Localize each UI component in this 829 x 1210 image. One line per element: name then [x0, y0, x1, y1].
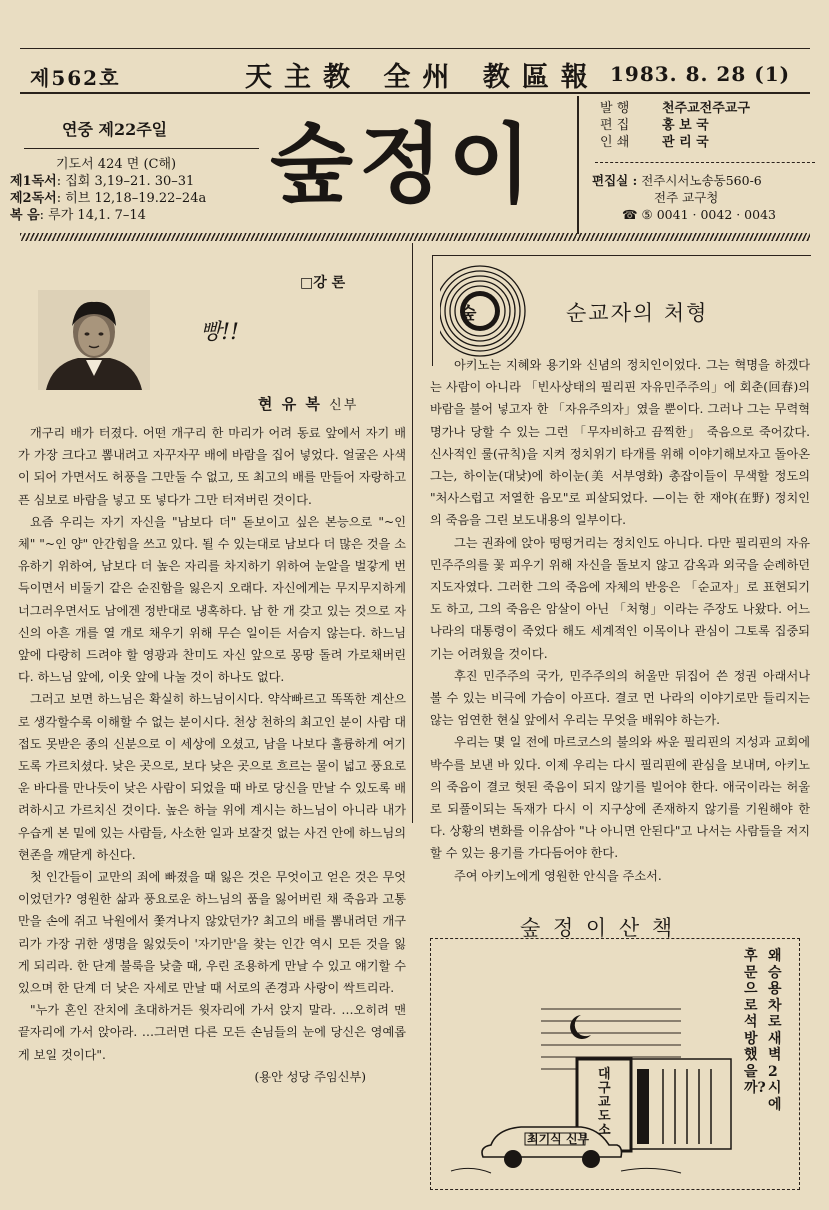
martyr-paragraph: 후진 민주주의 국가, 민주주의의 허울만 뒤집어 쓴 정권 아래서나 볼 수 있는 비극에 가슴이 아프다. 결코 먼 나라의 이야기로만 들리지는 않는 엄연한 현실 앞에서 우리는 무엇을 배워야 하는가. [430, 668, 810, 728]
prayerbook-ref: 기도서 424 면 (C해) [56, 157, 177, 172]
martyr-paragraph: 아키노는 지혜와 용기와 신념의 정치인이었다. 그는 혁명을 하겠다는 사람이 아니라 「빈사상태의 필리핀 자유민주주의」에 회춘(回春)의 바람을 불어 넣고자 한 「자유주의자」였을 뿐이다. 그러나 그는 무력혁명가나 당할 수 있는 그런 「무자비하고 끔찍한」 죽음으로 죽어갔다. 신사적인 룰(규칙)을 지켜 정치위기 타개를 위해 이야기해보자고 돌아온 그는, 하이눈(대낮)에 하이눈(美 서부영화) 총잡이들이 무색할 정도의 "처사스럽고 저열한 음모"로 피살되었다. —이는 한 재야(在野) 정치인의 죽음을 그린 보도내용의 일부이다. [430, 358, 810, 528]
publisher-box [600, 100, 805, 151]
office-name: 전주 교구청 [654, 190, 719, 205]
martyr-paragraph: 주여 아키노에게 영원한 안식을 주소서. [454, 868, 662, 883]
editorial-signoff: (용안 성당 주임신부) [254, 1069, 366, 1084]
issue-date: 1983. 8. 28 (1) [610, 62, 791, 86]
editorial-paragraph: 첫 인간들이 교만의 죄에 빠졌을 때 잃은 것은 무엇이고 얻은 것은 무엇이었던가? 영원한 삶과 풍요로운 하느님의 품을 잃어버린 채 죽음과 고통만을 손에 쥐고 낙원에서 쫓겨나지 않았던가? 최고의 배를 뽐내려던 개구리가 가장 귀한 생명을 잃었듯이 '자기만'을 찾는 인간 역시 모든 것을 잃게 되리라. 한 단계 불룩을 낮출 때, 우린 조용하게 만날 수 있고 얘기할 수 있으며 한 단계 더 낮은 자세로 만날 때 서로의 존경과 사랑이 싹트리라. [18, 870, 406, 996]
masthead-divider [577, 96, 579, 234]
office-box [592, 172, 817, 223]
reading-1 [10, 173, 255, 190]
car-label: 최기식 신부 [527, 1132, 590, 1146]
author-portrait-icon [38, 290, 150, 390]
office-rule [595, 162, 815, 163]
liturgical-sunday: 연중 제22주일 [62, 120, 168, 139]
readings-box [10, 156, 255, 224]
printer-role: 인 쇄 [600, 135, 630, 150]
section-label: □강 론 [300, 275, 346, 291]
paper-name: 天主教 全州 教區報 [245, 62, 600, 93]
editor-row [600, 117, 805, 134]
printer-row [600, 134, 805, 151]
reading-1-label: 제1독서 [10, 174, 57, 189]
publisher-row [600, 100, 805, 117]
column-divider [412, 243, 413, 823]
header-rule [20, 92, 810, 94]
editorial-author: 현 유 복 [258, 395, 322, 413]
editorial-paragraph: 그러고 보면 하느님은 확실히 하느님이시다. 약삭빠르고 똑똑한 계산으로 생각할수록 이해할 수 없는 분이시다. 천상 천하의 최고인 분이 사람 대접도 못받은 종의 신분으로 이 세상에 오셨고, 남을 나보다 훌륭하게 여기도록 가르치셨다. 낮은 곳으로, 보다 낮은 곳으로 흐르는 물이 넓고 풍요로운 바다를 만나듯이 낮은 사람이 되었을 때 바로 당신을 만날 수 있도록 배려하시고 가르치신 것이다. 높은 하늘 위에 계시는 하느님이 아니라 내가 우습게 본 밑에 있는 사람들, 사소한 일과 보잘것 없는 사건 안에 하느님의 현존을 깨닫게 하신다. [18, 692, 406, 862]
author-photo [38, 290, 150, 390]
editorial-body [18, 422, 406, 1088]
editorial-paragraph: 개구리 배가 터졌다. 어떤 개구리 한 마리가 어려 동료 앞에서 자기 배가 가장 크다고 뽐내려고 자꾸자꾸 배에 바람을 집어 넣었다. 얼굴은 사색이 되어 가면서도 허풍을 그만둘 수 없고, 또 최고의 배를 만들어 자랑하고픈 심보로 바람을 넣고 또 넣다가 그만 터져버린 것이다. [18, 426, 406, 507]
office-phone: ☎ ⑤ 0041 · 0042 · 0043 [622, 207, 776, 222]
editorial-title: 빵!! [200, 320, 239, 345]
top-rule [20, 48, 810, 49]
publisher-role: 발 행 [600, 101, 630, 116]
cartoon-caption-2: 후문으로 석방했을까? [744, 948, 766, 1096]
martyr-body [430, 354, 810, 887]
martyr-emblem [440, 262, 550, 360]
reading-2-label: 제2독서 [10, 191, 57, 206]
newspaper-title: 숲정이 [270, 115, 538, 215]
martyr-paragraph: 그는 권좌에 앉아 떵떵거리는 정치인도 아니다. 다만 필리핀의 자유민주주의를 꽃 피우기 위해 자신을 돌보지 않고 감옥과 외국을 순례하던 지도자였다. 그러한 그의 죽음에 자체의 반응은 「순교자」로 표현되기도 하고, 그의 죽음은 암살이 아닌 「처형」이라는 주장도 나왔다. 어느 나라의 대통령이 죽었다 해도 세계적인 이목이나 관심이 그토록 집중되기는 어려웠을 것이다. [430, 535, 810, 661]
martyr-paragraph: 우리는 몇 일 전에 마르코스의 불의와 싸운 필리핀의 지성과 교회에 박수를 보낸 바 있다. 이제 우리는 다시 필리핀에 관심을 보내며, 아키노의 죽음이 결코 헛된 죽음이 되지 않기를 빌어야 한다. 애국이라는 허울로 되풀이되는 독재가 다시 이 지구상에 존재하지 않기를 기원해야 한다. 상황의 변화를 이유삼아 "나 아니면 안된다"고 나서는 사람들을 저지할 수 있는 용기를 가다듬어야 한다. [430, 735, 810, 861]
concentric-rings-icon [440, 262, 550, 360]
editorial-paragraph: "누가 혼인 잔치에 초대하거든 윗자리에 가서 앉지 말라. …오히려 맨 끝자리에 가서 앉아라. …그러면 다른 모든 손님들의 눈에 당신은 영예롭게 보일 것이다". [18, 1003, 406, 1062]
publisher-value: 천주교전주교구 [662, 101, 750, 116]
reading-1-text: : 집회 3,19–21. 30–31 [56, 174, 195, 189]
cartoon-caption-1: 왜 승용차로 새벽 2시에 [768, 948, 782, 1113]
martyr-title: 순교자의 처형 [566, 301, 709, 325]
office-address-row [592, 172, 817, 189]
gospel [10, 207, 255, 224]
reading-2-text: : 히브 12,18–19.22–24a [56, 191, 207, 206]
printer-value: 관 리 국 [662, 135, 709, 150]
editor-value: 홍 보 국 [662, 118, 709, 133]
readings-rule [24, 148, 259, 149]
gospel-text: : 루가 14,1. 7–14 [39, 208, 146, 223]
office-address: 전주시서노송동560-6 [641, 173, 762, 188]
reading-2 [10, 190, 255, 207]
emblem-glyph: 숲 [460, 304, 477, 324]
editorial-byline [258, 393, 358, 414]
issue-number: 제562호 [30, 66, 121, 90]
cartoon-title: 숲 정 이 산 책 [520, 916, 676, 940]
editor-role: 편 집 [600, 118, 630, 133]
masthead-hatch-rule [20, 233, 810, 241]
office-label: 편집실 : [592, 173, 638, 188]
editorial-author-role: 신부 [329, 398, 359, 413]
gospel-label: 복 음 [10, 208, 40, 223]
gate-sign: 대구교도소 [598, 1067, 611, 1138]
editorial-paragraph: 요즘 우리는 자기 자신을 "남보다 더" 돋보이고 싶은 본능으로 "~인 체" "~인 양" 안간힘을 쓰고 있다. 될 수 있는대로 남보다 더 많은 것을 소유하기 위하여, 남보다 더 높은 자리를 차지하기 위하여 눈알을 벌갛게 번득이면서 비둘기 같은 순진함을 잃은지 오래다. 자신에게는 무지무지하게 너그러우면서도 남에겐 정반대로 냉혹하다. 남 한 개 갖고 있는 것으로 자신의 아흔 개를 열 개로 채우기 위해 무슨 일이든 서슴지 않는다. 하느님 앞에 다랑히 드려야 할 영광과 찬미도 자신 앞으로 몽땅 돌려 가로채버린다. 하느님 앞에, 이웃 앞에 나눌 것이 하나도 없다. [18, 514, 406, 685]
